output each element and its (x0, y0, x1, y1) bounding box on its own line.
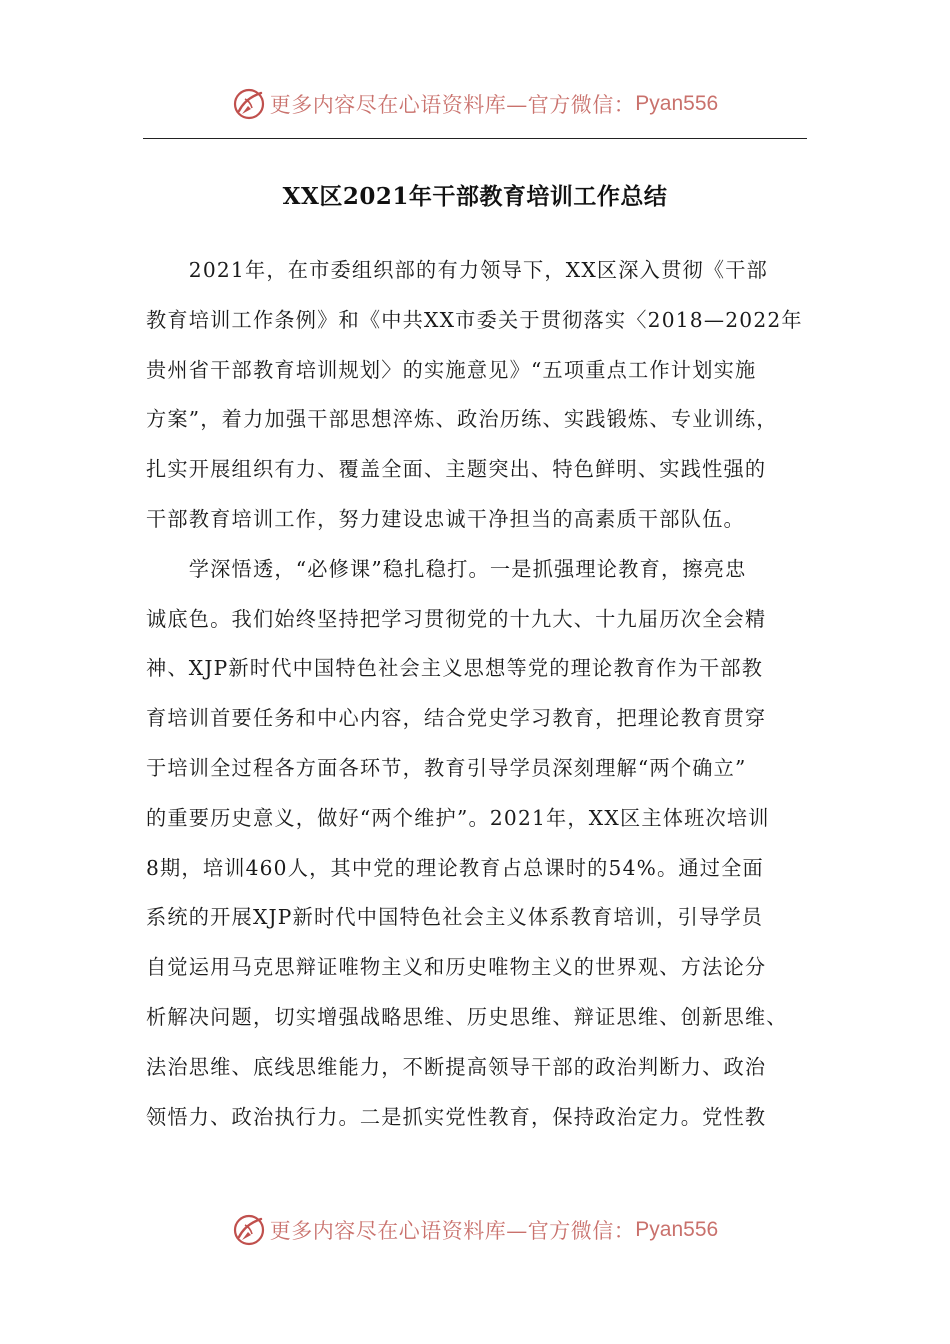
body-text-line: 系统的开展XJP新时代中国特色社会主义体系教育培训，引导学员 (146, 905, 764, 930)
body-text-line: 教育培训工作条例》和《中共XX市委关于贯彻落实〈2018—2022年 (146, 307, 803, 332)
pen-logo-icon (232, 1213, 266, 1247)
body-text-line: 方案”，着力加强干部思想淬炼、政治历练、实践锻炼、专业训练， (146, 407, 778, 432)
body-text-line: 诚底色。我们始终坚持把学习贯彻党的十九大、十九届历次全会精 (146, 606, 767, 631)
pen-logo-icon (232, 87, 266, 121)
body-text-line: 干部教育培训工作，努力建设忠诚干净担当的高素质干部队伍。 (146, 506, 745, 531)
banner-text: 更多内容尽在心语资料库—官方微信： (269, 1219, 636, 1243)
body-text-line: 的重要历史意义，做好“两个维护”。2021年，XX区主体班次培训 (146, 805, 770, 830)
body-text-line: 自觉运用马克思辩证唯物主义和历史唯物主义的世界观、方法论分 (146, 955, 767, 980)
document-title: XX区2021年干部教育培训工作总结 (282, 183, 668, 210)
body-text-line: 贵州省干部教育培训规划〉的实施意见》“五项重点工作计划实施 (146, 357, 757, 382)
body-text-line: 2021年，在市委组织部的有力领导下，XX区深入贯彻《干部 (146, 258, 769, 282)
body-text-line: 领悟力、政治执行力。二是抓实党性教育，保持政治定力。党性教 (146, 1104, 767, 1129)
header-divider (143, 138, 807, 139)
body-text-line: 扎实开展组织有力、覆盖全面、主题突出、特色鲜明、实践性强的 (146, 457, 767, 482)
body-text-line: 8期，培训460人，其中党的理论教育占总课时的54%。通过全面 (146, 855, 764, 880)
document-body (146, 246, 808, 1142)
body-text-line: 神、XJP新时代中国特色社会主义思想等党的理论教育作为干部教 (146, 656, 764, 681)
body-text-line: 学深悟透，“必修课”稳扎稳打。一是抓强理论教育，擦亮忠 (146, 556, 747, 581)
banner-wechat-handle: Pyan556 (635, 92, 719, 115)
footer-banner (0, 1208, 950, 1252)
body-text-line: 析解决问题，切实增强战略思维、历史思维、辩证思维、创新思维、 (146, 1004, 788, 1029)
header-banner (0, 82, 950, 126)
banner-wechat-handle: Pyan556 (635, 1218, 719, 1241)
body-text-line: 育培训首要任务和中心内容，结合党史学习教育，把理论教育贯穿 (146, 706, 767, 731)
body-text-line: 法治思维、底线思维能力，不断提高领导干部的政治判断力、政治 (146, 1054, 767, 1079)
banner-text: 更多内容尽在心语资料库—官方微信： (269, 93, 636, 117)
body-text-line: 于培训全过程各方面各环节，教育引导学员深刻理解“两个确立” (146, 755, 747, 780)
